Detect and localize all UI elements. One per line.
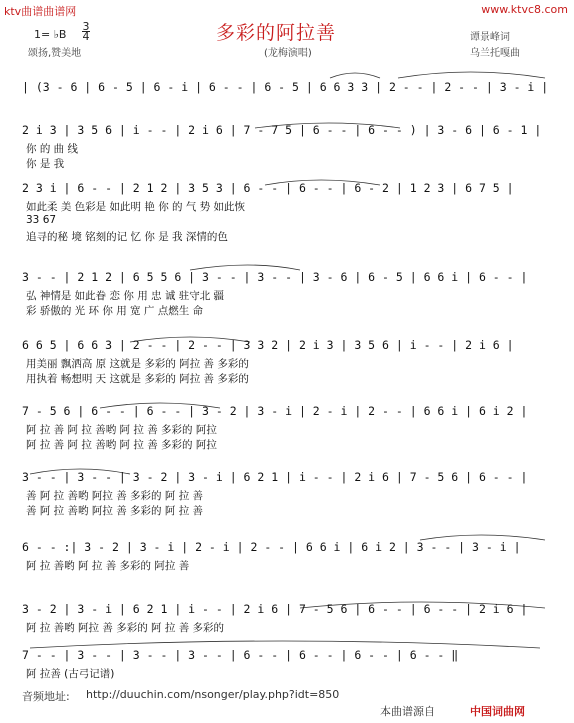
meter-top: 3 [82, 20, 90, 33]
lyric-line: 弘 神情是 如此眷 恋 你 用 忠 诚 驻守北 疆 [26, 290, 225, 302]
notation-line: 2 i 3 | 3 5 6 | i - - | 2 i 6 | 7 - 7 5 | 6 - - | 6 - - ) | 3 - 6 | 6 - 1 | [22, 123, 542, 137]
lyric-line: 你 是 我 [26, 158, 65, 170]
watermark-left: ktv曲谱曲谱网 [4, 5, 77, 18]
meter-bottom: 4 [82, 30, 90, 43]
lyric-line: 彩 骄傲的 光 环 你 用 宽 广 点燃生 命 [26, 305, 204, 317]
lyric-line: 追寻的秘 境 铭刻的记 忆 你 是 我 深情的色 [26, 231, 228, 243]
notation-line: 6 6 5 | 6 6 3 | 2 - - | 2 - - | 3 3 2 | 2 i 3 | 3 5 6 | i - - | 2 i 6 | [22, 338, 514, 352]
lyric-line: 阿 拉 善哟 阿拉 善 多彩的 阿 拉 善 多彩的 [26, 622, 225, 634]
notation-line: 3 - - | 3 - - | 3 - 2 | 3 - i | 6 2 1 | i - - | 2 i 6 | 7 - 5 6 | 6 - - | [22, 470, 528, 484]
notation-line: 2 3 i | 6 - - | 2 1 2 | 3 5 3 | 6 - - | 6 - - | 6 - 2 | 1 2 3 | 6 7 5 | [22, 181, 514, 195]
audio-label: 音频地址: [22, 690, 70, 703]
lyricist-credit: 谭景峰词 [470, 32, 510, 43]
lyric-line: 你 的 曲 线 [26, 143, 79, 155]
lyric-line: 阿 拉 善 阿 拉 善哟 阿 拉 善 多彩的 阿拉 [26, 424, 217, 436]
lyric-line: 阿 拉 善 阿 拉 善哟 阿 拉 善 多彩的 阿拉 [26, 439, 217, 451]
lyric-line: 阿 拉 善哟 阿 拉 善 多彩的 阿拉 善 [26, 560, 190, 572]
notation-line: 3 - - | 2 1 2 | 6 5 5 6 | 3 - - | 3 - - | 3 - 6 | 6 - 5 | 6 6 i | 6 - - | [22, 270, 528, 284]
lyric-line: 善 阿 拉 善哟 阿拉 善 多彩的 阿 拉 善 [26, 505, 204, 517]
lyric-line: 用美丽 飘洒高 原 这就是 多彩的 阿拉 善 多彩的 [26, 358, 249, 370]
key-signature: 1= ♭B [34, 28, 67, 41]
audio-link[interactable]: http://duuchin.com/nsonger/play.php?idt=850 [86, 688, 340, 701]
composer-credit: 乌兰托嘎曲 [470, 48, 520, 59]
notation-line: 3 - 2 | 3 - i | 6 2 1 | i - - | 2 i 6 | 7 - 5 6 | 6 - - | 6 - - | 2 i 6 | [22, 602, 528, 616]
site-name[interactable]: 中国词曲网 [470, 705, 525, 718]
lyric-line: 阿 拉善 (古弓记谱) [26, 668, 115, 680]
notation-line: 6 - - :| 3 - 2 | 3 - i | 2 - i | 2 - - | 6 6 i | 6 i 2 | 3 - - | 3 - i | [22, 540, 521, 554]
time-signature [82, 22, 90, 41]
notation-line: 7 - - | 3 - - | 3 - - | 3 - - | 6 - - | 6 - - | 6 - - | 6 - - ‖ [22, 648, 459, 662]
performer: (龙梅演唱) [264, 48, 312, 59]
lyric-line: 用执着 畅想明 天 这就是 多彩的 阿拉 善 多彩的 [26, 373, 249, 385]
tempo-marking: 颂扬,赞美地 [28, 48, 82, 59]
lyric-line: 33 67 [26, 214, 57, 226]
lyric-line: 善 阿 拉 善哟 阿拉 善 多彩的 阿 拉 善 [26, 490, 204, 502]
source-label: 本曲谱源自 [380, 705, 435, 718]
watermark-right[interactable]: www.ktvc8.com [481, 3, 568, 16]
notation-line: 7 - 5 6 | 6 - - | 6 - - | 3 - 2 | 3 - i | 2 - i | 2 - - | 6 6 i | 6 i 2 | [22, 404, 528, 418]
notation-line: | (3 - 6 | 6 - 5 | 6 - i | 6 - - | 6 - 5 | 6 6 3 3 | 2 - - | 2 - - | 3 - i | [22, 80, 549, 94]
lyric-line: 如此柔 美 色彩是 如此明 艳 你 的 气 势 如此恢 [26, 201, 246, 213]
page-title: 多彩的阿拉善 [216, 22, 337, 44]
